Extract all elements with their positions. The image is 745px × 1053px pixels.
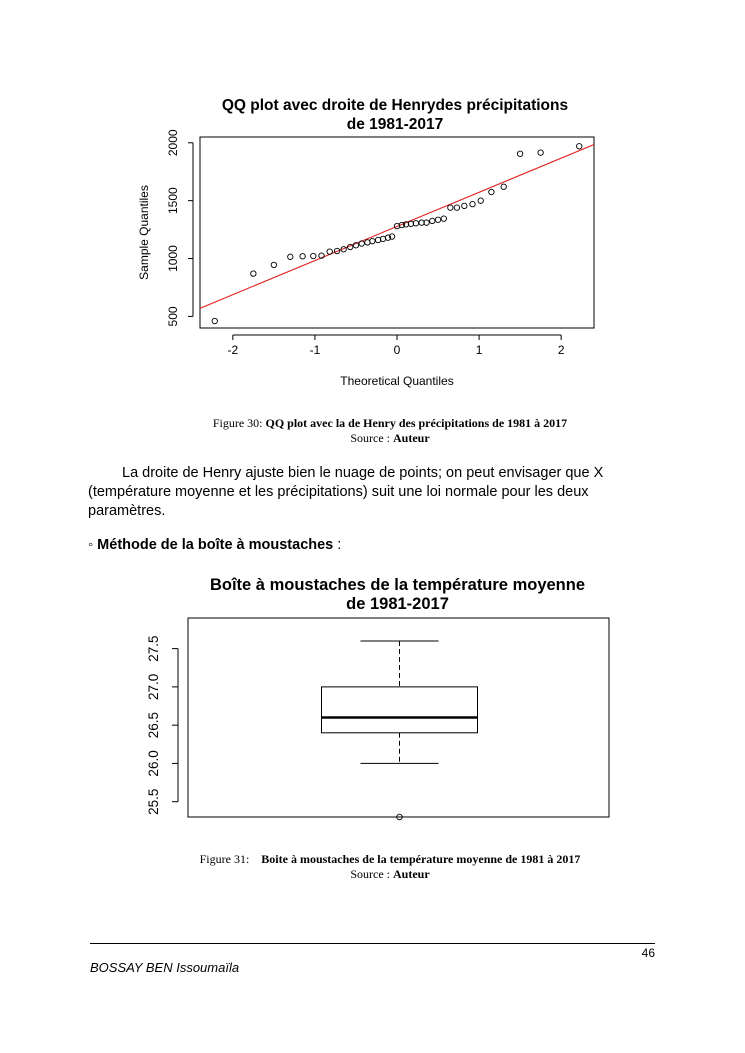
section-heading-text: Méthode de la boîte à moustaches (97, 537, 334, 553)
section-heading (88, 536, 648, 555)
qq-point (517, 151, 522, 156)
qq-point (327, 249, 332, 254)
figure30-caption (100, 416, 680, 431)
qq-point (448, 205, 453, 210)
qq-point (441, 216, 446, 221)
qq-point (577, 144, 582, 149)
qq-point (489, 189, 494, 194)
qq-point (212, 318, 217, 323)
box-y-tick-label: 27.0 (146, 673, 161, 701)
box-iqr-rect (322, 687, 478, 733)
figure31-caption-text: Boite à moustaches de la température moyenne de 1981 à 2017 (261, 852, 581, 866)
qq-y-axis-title: Sample Quantiles (137, 185, 151, 280)
qq-x-axis-title: Theoretical Quantiles (340, 374, 454, 388)
qq-y-tick-label: 500 (166, 306, 180, 327)
figure31-title-line1: Boîte à moustaches de la température moyenne (209, 576, 586, 594)
section-heading-suffix: : (333, 537, 342, 553)
qq-point (370, 238, 375, 243)
page-number: 46 (641, 946, 655, 960)
figure31-title (150, 576, 645, 614)
body-paragraph (88, 464, 648, 521)
qq-y-tick-label: 2000 (166, 129, 180, 157)
qq-point (300, 254, 305, 259)
box-y-tick-label: 26.5 (146, 712, 161, 739)
section-bullet: ◦ (88, 537, 94, 553)
qq-point (271, 262, 276, 267)
qq-y-tick-label: 1500 (166, 187, 180, 215)
qq-x-tick-label: -1 (309, 343, 321, 357)
qq-x-tick-label: 1 (475, 343, 483, 357)
qq-x-tick-label: 2 (557, 343, 565, 357)
qq-point (288, 254, 293, 259)
qq-x-tick-label: 0 (393, 343, 401, 357)
qq-point (478, 198, 483, 203)
box-plot-chart (140, 610, 620, 825)
qq-point (538, 150, 543, 155)
footer-rule (90, 943, 655, 944)
qq-x-tick-label: -2 (227, 343, 239, 357)
figure31-title-line2: de 1981-2017 (346, 595, 449, 613)
qq-point (462, 203, 467, 208)
figure30-title-line2: de 1981-2017 (346, 116, 444, 133)
figure30-source-label: Source : (350, 431, 390, 445)
qq-point (430, 218, 435, 223)
figure31-source-value: Auteur (392, 867, 430, 881)
footer-author: BOSSAY BEN Issoumaïla (90, 960, 240, 975)
qq-point (435, 217, 440, 222)
figure31-source-label: Source : (350, 867, 390, 881)
figure31-caption (100, 852, 680, 867)
figure30-title-line1: QQ plot avec droite de Henrydes précipitations (221, 97, 569, 114)
qq-point (251, 271, 256, 276)
qq-plot-chart (130, 125, 610, 395)
box-y-tick-label: 27.5 (146, 635, 161, 662)
figure30-caption-text: QQ plot avec la de Henry des précipitations de 1981 à 2017 (265, 416, 568, 430)
box-y-tick-label: 26.0 (146, 750, 161, 777)
figure31-caption-label: Figure 31: (199, 852, 250, 866)
qq-point (311, 253, 316, 258)
qq-point (470, 201, 475, 206)
qq-y-tick-label: 1000 (166, 245, 180, 272)
qq-point (501, 184, 506, 189)
box-y-tick-label: 25.5 (146, 788, 161, 815)
figure30-source-value: Auteur (392, 431, 430, 445)
qq-plot-frame (200, 137, 594, 328)
qq-reference-line (200, 145, 594, 309)
body-paragraph-text: La droite de Henry ajuste bien le nuage de points; on peut envisager que X (température moyenne et les précipitations) suit une loi normale pour les deux paramètres. (88, 465, 604, 519)
figure31-source (100, 867, 680, 882)
figure30-caption-label: Figure 30: (212, 416, 263, 430)
figure30-source (100, 431, 680, 446)
qq-point (454, 205, 459, 210)
